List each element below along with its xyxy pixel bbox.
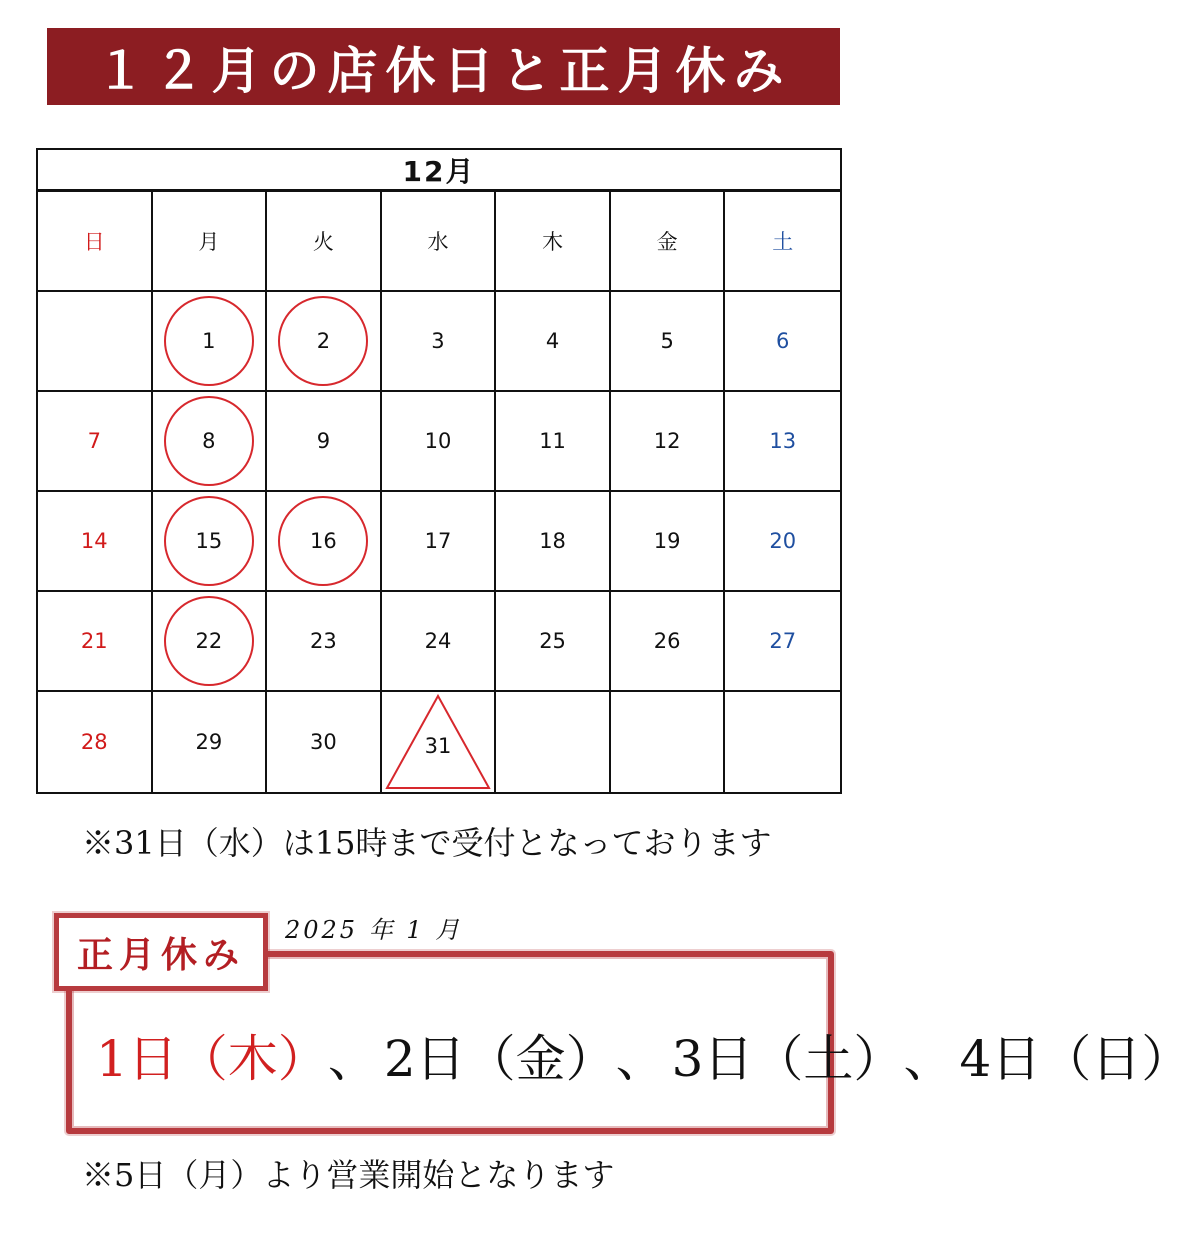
- day-number: 31: [424, 734, 452, 758]
- closed-day-cell: 16: [267, 492, 382, 592]
- day-cell: 26: [611, 592, 726, 692]
- day-cell: 9: [267, 392, 382, 492]
- weekday-header: 土: [725, 192, 840, 292]
- day-cell: 6: [725, 292, 840, 392]
- day-cell: 28: [38, 692, 153, 792]
- holiday-date: 1日（木）: [96, 1030, 328, 1088]
- weekday-header: 日: [38, 192, 153, 292]
- day-cell: 13: [725, 392, 840, 492]
- calendar-grid: [38, 192, 840, 792]
- day-cell: 30: [267, 692, 382, 792]
- short-hours-day-cell: [382, 692, 497, 792]
- holiday-date: 2日（金）: [383, 1030, 616, 1088]
- weekday-header: 月: [153, 192, 268, 292]
- day-cell: 7: [38, 392, 153, 492]
- closed-day-cell: 2: [267, 292, 382, 392]
- closed-day-cell: 15: [153, 492, 268, 592]
- day-cell: 21: [38, 592, 153, 692]
- day-cell: 23: [267, 592, 382, 692]
- reopen-note: ※5日（月）より営業開始となります: [82, 1156, 615, 1194]
- closed-day-cell: 22: [153, 592, 268, 692]
- day-cell: 4: [496, 292, 611, 392]
- date-separator: 、: [903, 1030, 954, 1088]
- day-cell: 25: [496, 592, 611, 692]
- weekday-header: 木: [496, 192, 611, 292]
- day-cell: 17: [382, 492, 497, 592]
- day-cell: 18: [496, 492, 611, 592]
- day-cell: 5: [611, 292, 726, 392]
- day-cell: 20: [725, 492, 840, 592]
- weekday-header: 金: [611, 192, 726, 292]
- page-title: １２月の店休日と正月休み: [47, 28, 840, 105]
- empty-day-cell: [611, 692, 726, 792]
- day-cell: 27: [725, 592, 840, 692]
- date-separator: 、: [615, 1030, 666, 1088]
- empty-day-cell: [725, 692, 840, 792]
- day-cell: 14: [38, 492, 153, 592]
- weekday-header: 水: [382, 192, 497, 292]
- day-cell: 11: [496, 392, 611, 492]
- day-cell: 3: [382, 292, 497, 392]
- day-cell: 24: [382, 592, 497, 692]
- date-separator: 、: [327, 1030, 378, 1088]
- day-cell: 29: [153, 692, 268, 792]
- closed-day-cell: 8: [153, 392, 268, 492]
- short-hours-note: ※31日（水）は15時まで受付となっております: [82, 824, 772, 862]
- weekday-header: 火: [267, 192, 382, 292]
- new-year-holiday-label: 正月休み: [54, 913, 268, 991]
- empty-day-cell: [38, 292, 153, 392]
- holiday-date: 4日（日）: [959, 1030, 1191, 1088]
- new-year-year-month: 2025 年 1 月: [285, 916, 463, 944]
- day-cell: 12: [611, 392, 726, 492]
- calendar-month-label: 12月: [38, 150, 840, 192]
- empty-day-cell: [496, 692, 611, 792]
- december-calendar: [36, 148, 842, 794]
- day-cell: 19: [611, 492, 726, 592]
- day-cell: 10: [382, 392, 497, 492]
- closed-day-cell: 1: [153, 292, 268, 392]
- new-year-holiday-dates: [96, 1010, 1191, 1100]
- holiday-date: 3日（土）: [671, 1030, 904, 1088]
